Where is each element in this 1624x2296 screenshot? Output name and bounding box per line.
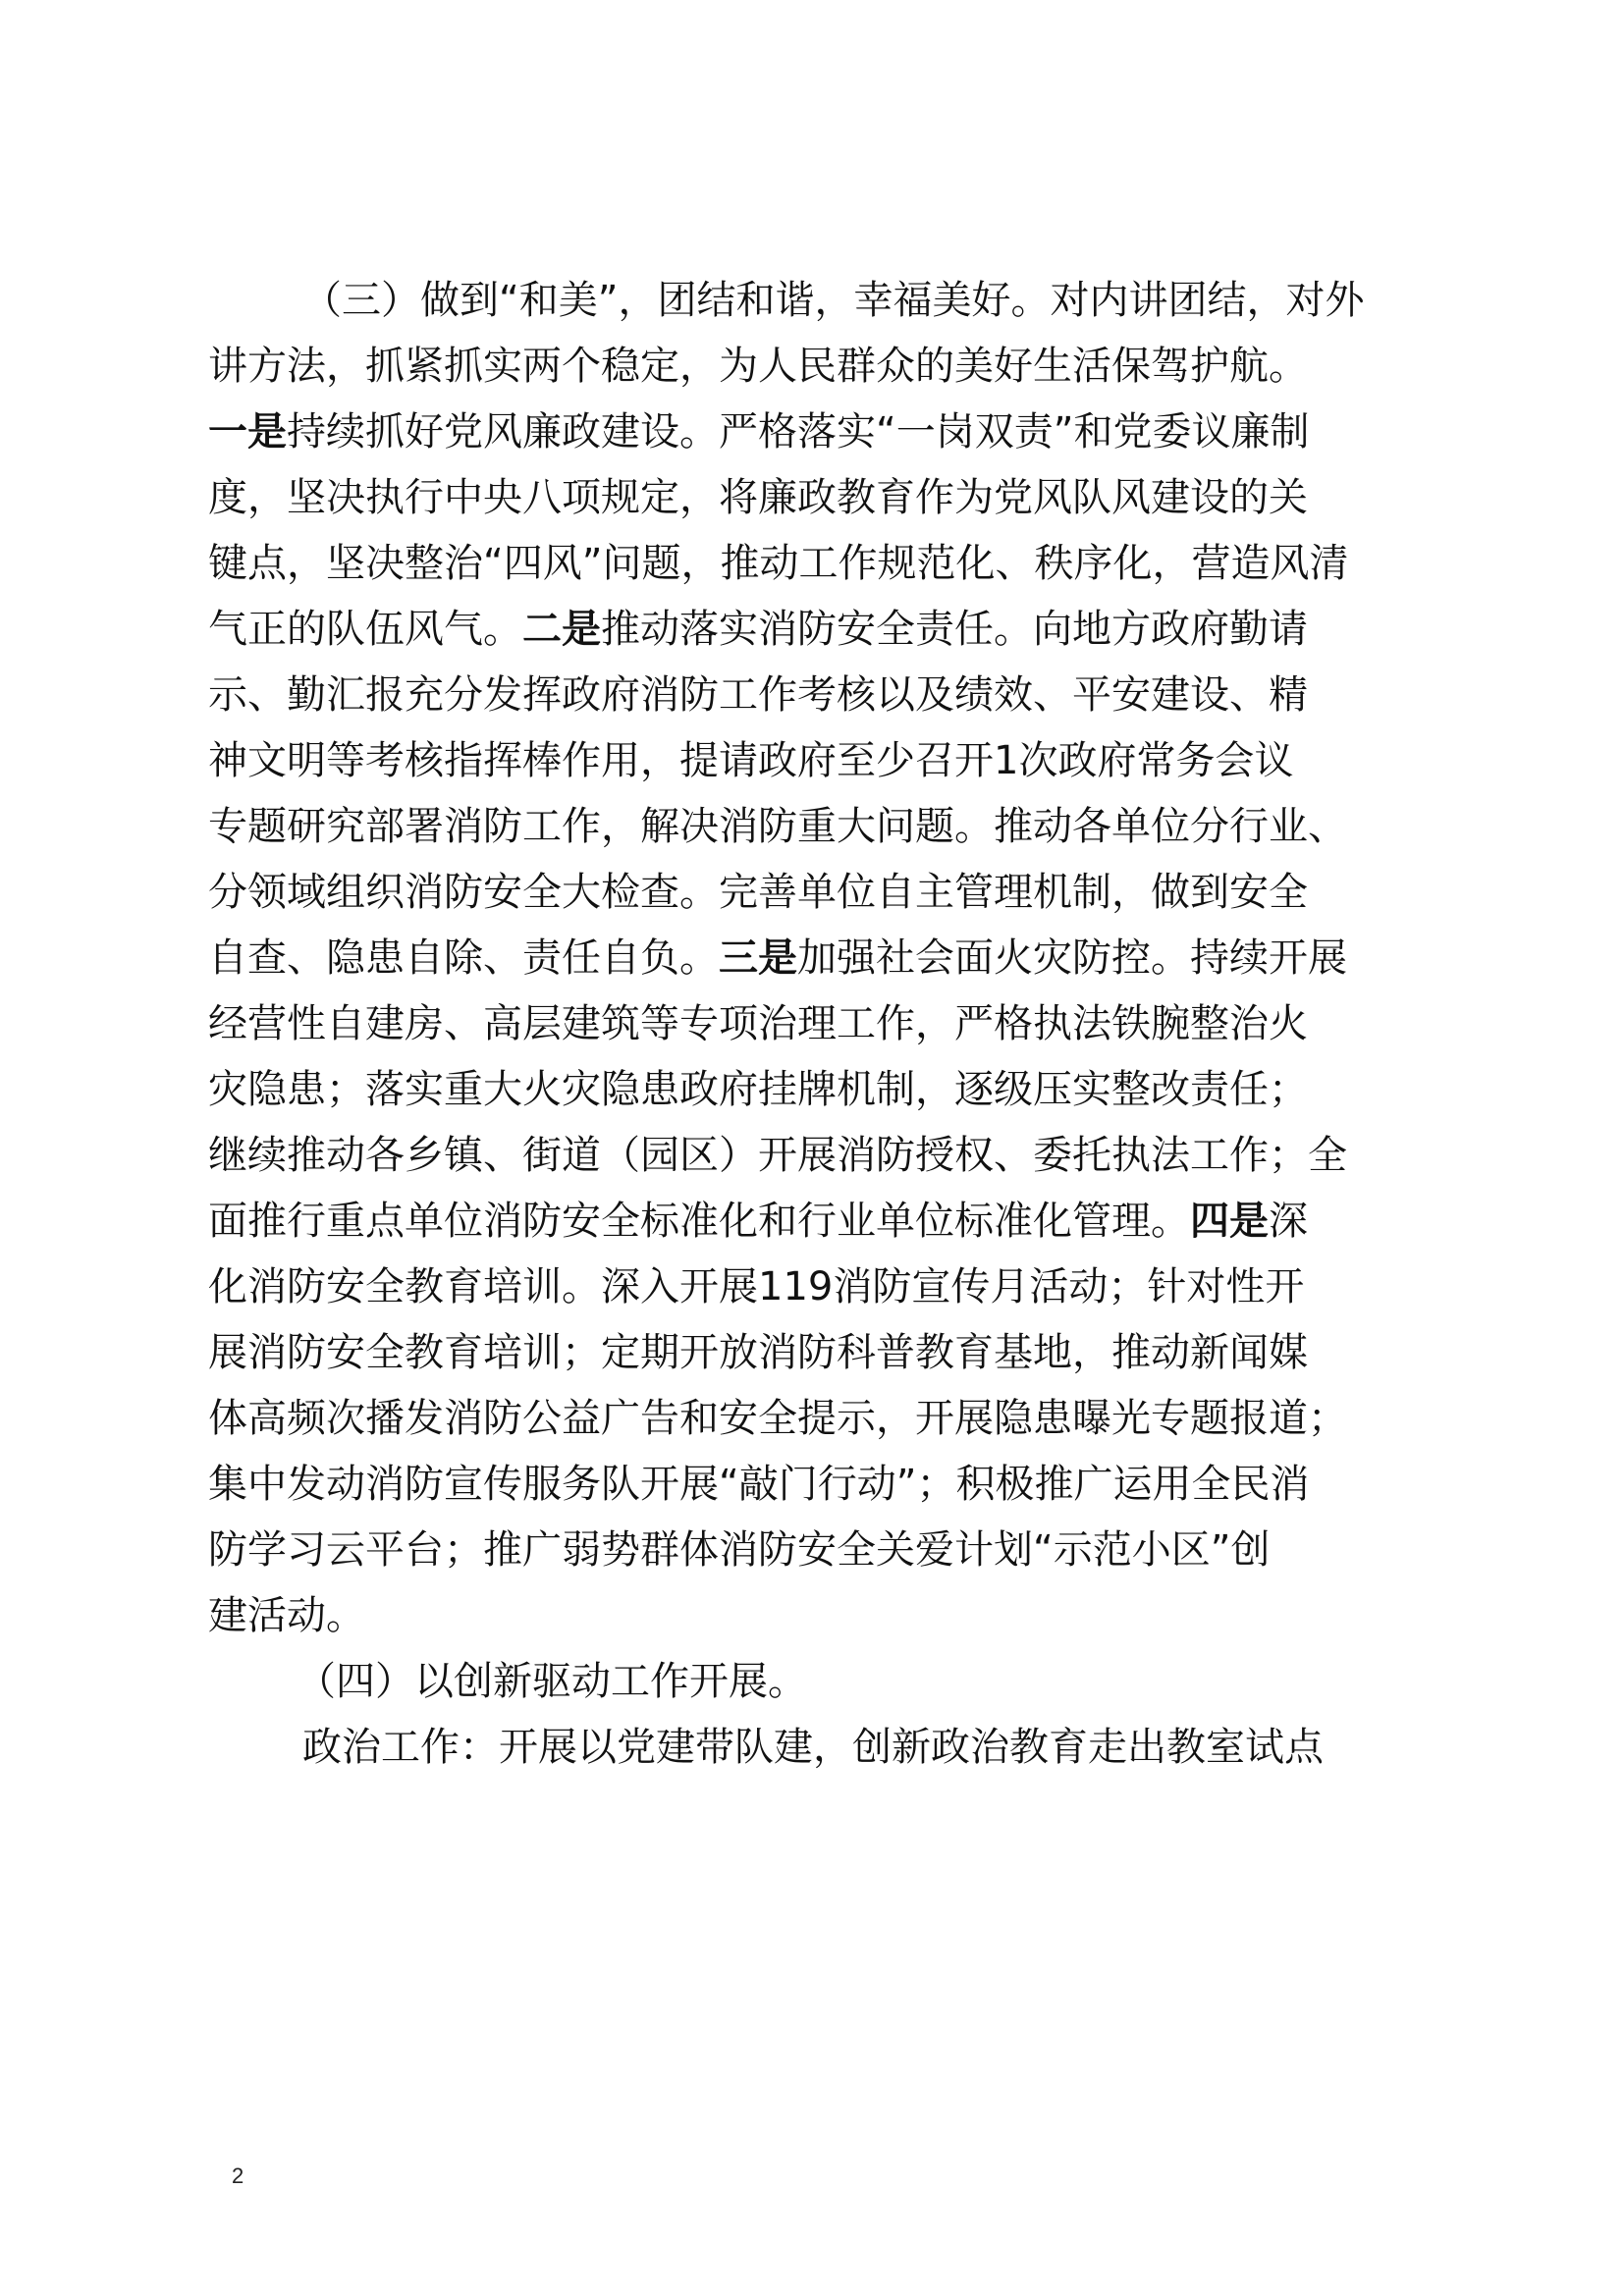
body-line bbox=[208, 533, 1348, 594]
text-span: 集中发动消防宣传服务队开展“敲门行动”；积极推广运用全民消 bbox=[208, 1462, 1310, 1507]
text-span: 加强社会面火灾防控。持续开展 bbox=[797, 935, 1347, 981]
body-line bbox=[208, 665, 1308, 725]
body-line bbox=[208, 1191, 1308, 1252]
body-line bbox=[208, 401, 1309, 462]
body-line bbox=[208, 467, 1308, 528]
text-span: 自查、隐患自除、责任自负。 bbox=[208, 935, 719, 981]
body-line bbox=[208, 599, 1308, 660]
text-span: 灾隐患；落实重大火灾隐患政府挂牌机制，逐级压实整改责任； bbox=[208, 1067, 1308, 1112]
body-line bbox=[208, 796, 1347, 857]
text-span: 继续推动各乡镇、街道（园区）开展消防授权、委托执法工作；全 bbox=[208, 1133, 1347, 1178]
text-span: 面推行重点单位消防安全标准化和行业单位标准化管理。 bbox=[208, 1199, 1190, 1244]
body-line bbox=[208, 1585, 365, 1646]
political-work-line bbox=[302, 1717, 1324, 1778]
text-span: 键点，坚决整治“四风”问题，推动工作规范化、秩序化，营造风清 bbox=[208, 541, 1349, 586]
body-line bbox=[208, 336, 1308, 397]
bold-marker-third: 三是 bbox=[719, 935, 797, 981]
body-line bbox=[208, 1125, 1347, 1186]
bold-marker-first: 一是 bbox=[208, 409, 287, 454]
text-span: 经营性自建房、高层建筑等专项治理工作，严格执法铁腕整治火 bbox=[208, 1001, 1308, 1046]
bold-marker-second: 二是 bbox=[522, 607, 601, 652]
paragraph-three-heading-line bbox=[302, 270, 1364, 331]
text-span: 化消防安全教育培训。深入开展119消防宣传月活动；针对性开 bbox=[208, 1264, 1305, 1309]
text-span: 度，坚决执行中央八项规定，将廉政教育作为党风队风建设的关 bbox=[208, 475, 1308, 520]
text-span: 神文明等考核指挥棒作用，提请政府至少召开1次政府常务会议 bbox=[208, 738, 1294, 783]
body-line bbox=[208, 993, 1308, 1054]
body-line bbox=[208, 1256, 1304, 1317]
text-span: 防学习云平台；推广弱势群体消防安全关爱计划“示范小区”创 bbox=[208, 1527, 1271, 1573]
text-span: 示、勤汇报充分发挥政府消防工作考核以及绩效、平安建设、精 bbox=[208, 672, 1308, 718]
body-line bbox=[208, 1388, 1347, 1449]
text-span: 气正的队伍风气。 bbox=[208, 607, 522, 652]
paragraph-four-heading-line bbox=[297, 1651, 807, 1712]
bold-marker-fourth: 四是 bbox=[1190, 1199, 1269, 1244]
body-line bbox=[208, 1059, 1308, 1120]
body-line bbox=[208, 862, 1308, 923]
body-line bbox=[208, 1520, 1270, 1580]
text-span: 体高频次播发消防公益广告和安全提示，开展隐患曝光专题报道； bbox=[208, 1396, 1347, 1441]
text-span: 讲方法，抓紧抓实两个稳定，为人民群众的美好生活保驾护航。 bbox=[208, 344, 1308, 389]
body-line bbox=[208, 1322, 1308, 1383]
body-line bbox=[208, 1454, 1309, 1515]
text-span: 分领域组织消防安全大检查。完善单位自主管理机制，做到安全 bbox=[208, 870, 1308, 915]
text-span: 政治工作：开展以党建带队建，创新政治教育走出教室试点 bbox=[302, 1725, 1324, 1770]
text-span: （三）做到“和美”，团结和谐，幸福美好。对内讲团结，对外 bbox=[302, 278, 1365, 323]
text-span: 推动落实消防安全责任。向地方政府勤请 bbox=[601, 607, 1308, 652]
text-span: 持续抓好党风廉政建设。严格落实“一岗双责”和党委议廉制 bbox=[287, 409, 1310, 454]
body-line bbox=[208, 730, 1293, 791]
text-span: 专题研究部署消防工作，解决消防重大问题。推动各单位分行业、 bbox=[208, 804, 1347, 849]
text-span: 建活动。 bbox=[208, 1593, 365, 1638]
page-number: 2 bbox=[232, 2163, 244, 2188]
text-span: 深 bbox=[1269, 1199, 1308, 1244]
text-span: 展消防安全教育培训；定期开放消防科普教育基地，推动新闻媒 bbox=[208, 1330, 1308, 1375]
text-span: （四）以创新驱动工作开展。 bbox=[297, 1659, 807, 1704]
body-line bbox=[208, 928, 1347, 988]
